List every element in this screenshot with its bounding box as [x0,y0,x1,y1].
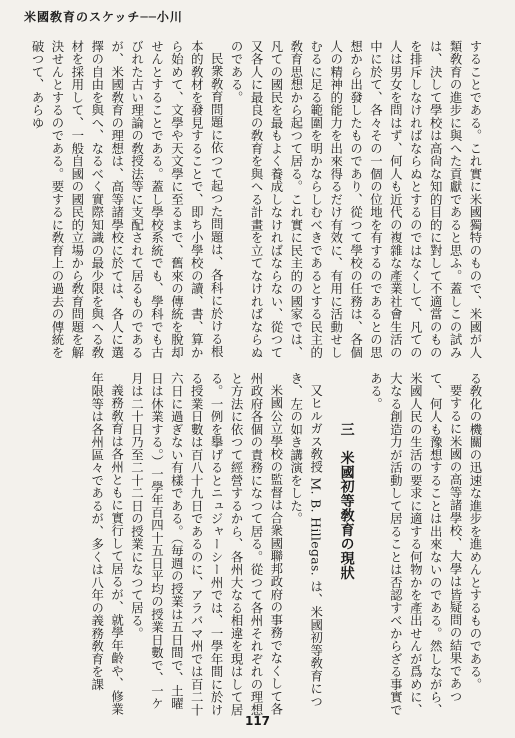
paragraph: 米國公立學校の監督は合衆國聯邦政府の事務でなくして各州政府各個の責務になつて居る。從つて各州それぞれの理想と方法に依つて經營するから、各州大なる相違を現はして居る。一例を擧げるとニュジャーシー州では、一學年間に於ける授業日數は百八十九日であるのに、アラバマ州では百二十六日に過ぎない有樣である。（毎週の授業は五日間で、土曜日は休業する。）一學年百四十五日平均の授業日數で、一ケ月は二十日乃至二十二日の授業になつて居る。 [129,372,284,717]
paragraph: することである。これ實に米國獨特のもので、米國が人類敎育の進步に與へた貢獻であると思ふ。蓋しこの試みは、決して學校は高尙な知的目的に對して不適當のものを排斥しなければならぬとするのではなくして、凡ての人は男女を問はず、何人も近代の複雜な產業社會生活の中に於て、各々その一個の位地を有するのであるとの思想から出發したものであり、從つて學校の任務は、各個人の精神的能力を出來得るだけ有效に、有用に活動せしむるに足る範圍を明かならしむべきであるとする民主的敎育思想から起つて居る。これ實に民主的の國家では、凡ての國民を最もよく養成しなければならない、從つて又各人に最良の敎育を與へる計畫を立てなければならぬのである。 [229,40,483,359]
section-heading: 三 米國初等敎育の現狀 [338,422,355,580]
paragraph: 民衆敎育問題に依つて起つた問題は、各科に於ける根本的敎材を發見することで、即ち小學校の讀、書、算から始めて、文學や天文學に至るまで、舊來の傳統を脫却せんとすることである。蓋し學校系統でも、學科でも古びれた古い理論の敎授法等に支配されて居るものであるが、米國敎育の理想は、高等諸學校に於ては、各人に選擇の自由を與へ、なるべく實際知識の最少限を與へる敎材を採用して、一般自國の國民的立場から敎育問題を解決せんとするのである。要するに敎育上の過去の傳統を破つて、あらゆ [30,40,225,359]
running-head: 米國敎育のスケッチ──小川 [24,10,183,24]
paragraph: 要するに米國の高等諸學校、大學は皆疑問の結果であつて、何人も豫想することは出來ないのである。然しながら、米國人民の生活の要求に適する何物かを產出せんが爲めに、大なる創造力が活動して居ることは否認すべからざる事實である。 [368,372,464,717]
lower-text-block [27,372,485,718]
paragraph: る敎化の機關の迅速な進步を進めんとするものである。 [468,372,483,691]
paragraph: 又ヒルガス敎授 M. B. Hillegas. は、米國初等敎育につき、左の如き講演をした。 [288,372,324,709]
page-number: 117 [244,714,271,728]
paragraph: 義務敎育は各州ともに實行して居るが、就學年齡や、修業年限等は各州區々であるが、多くは八年の義務敎育を課 [89,372,125,716]
upper-text-block [27,40,485,360]
